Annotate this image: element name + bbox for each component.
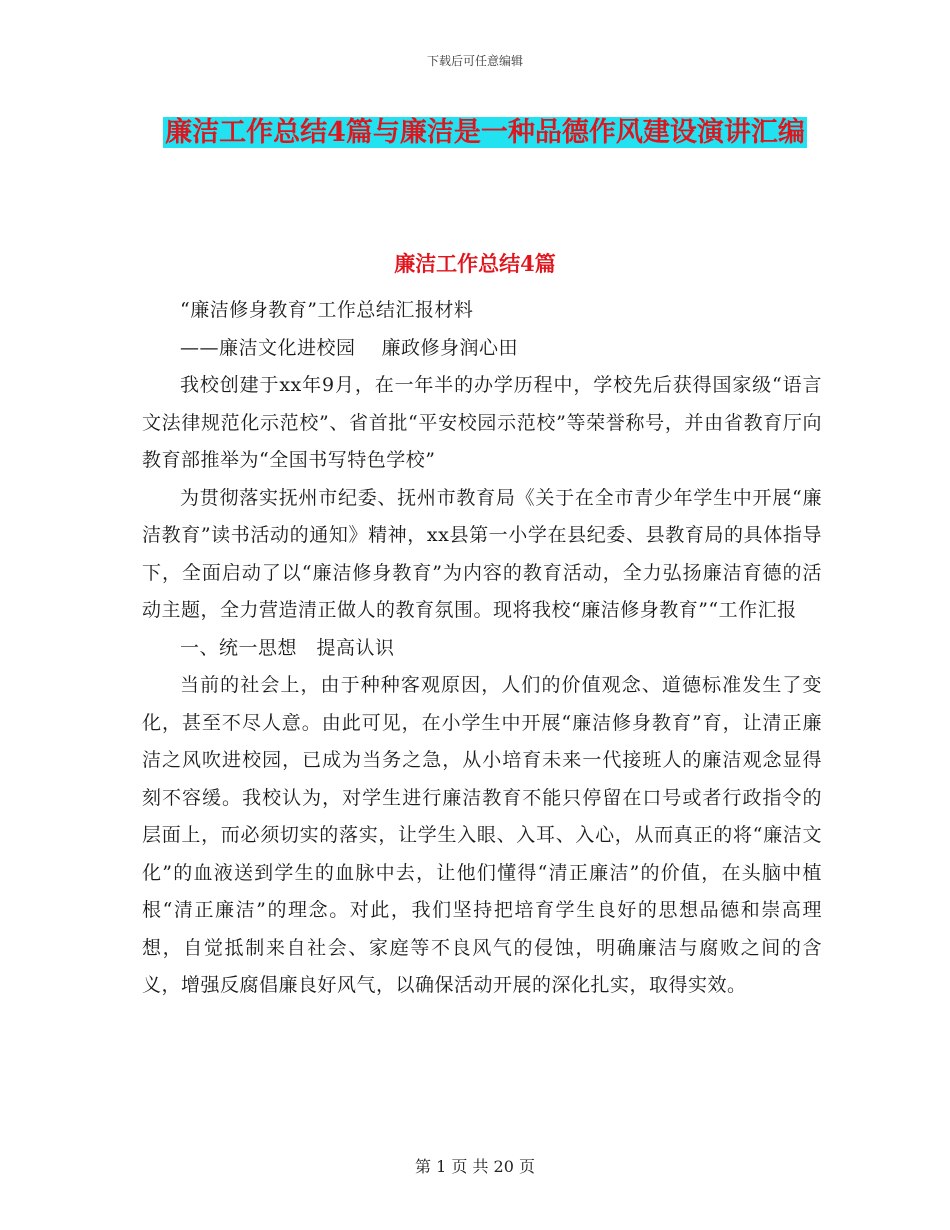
title-text: 廉洁工作总结4篇与廉洁是一种品德作风建设演讲汇编 <box>165 117 805 148</box>
paragraph-heading: “廉洁修身教育”工作总结汇报材料 <box>180 299 474 321</box>
document-body <box>142 292 822 1005</box>
paragraph: 为贯彻落实抚州市纪委、抚州市教育局《关于在全市青少年学生中开展“廉洁教育”读书活动的通知》精神，xx县第一小学在县纪委、县教育局的具体指导下，全面启动了以“廉洁修身教育”为内容的教育活动，全力弘扬廉洁育德的活动主题，全力营造清正做人的教育氛围。现将我校“廉洁修身教育”“工作汇报 <box>142 486 822 621</box>
section-title: 廉洁工作总结4篇 <box>394 251 556 276</box>
paragraph: 我校创建于xx年9月，在一年半的办学历程中，学校先后获得国家级“语言文法律规范化示范校”、省首批“平安校园示范校”等荣誉称号，并由省教育厅向教育部推举为“全国书写特色学校” <box>142 374 822 471</box>
paragraph-subheading: ——廉洁文化进校园 廉政修身润心田 <box>180 336 519 359</box>
page-footer: 第 1 页 共 20 页 <box>415 1157 535 1176</box>
document-title <box>140 112 830 154</box>
header-note: 下载后可任意编辑 <box>426 54 523 68</box>
section-heading: 一、统一思想 提高认识 <box>180 636 395 659</box>
paragraph: 当前的社会上，由于种种客观原因，人们的价值观念、道德标准发生了变化，甚至不尽人意。由此可见，在小学生中开展“廉洁修身教育”育，让清正廉洁之风吹进校园，已成为当务之急，从小培育未来一代接班人的廉洁观念显得刻不容缓。我校认为，对学生进行廉洁教育不能只停留在口号或者行政指令的层面上，而必须切实的落实，让学生入眼、入耳、入心，从而真正的将“廉洁文化”的血液送到学生的血脉中去，让他们懂得“清正廉洁”的价值，在头脑中植根“清正廉洁”的理念。对此，我们坚持把培育学生良好的思想品德和崇高理想，自觉抵制来自社会、家庭等不良风气的侵蚀，明确廉洁与腐败之间的含义，增强反腐倡廉良好风气，以确保活动开展的深化扎实，取得实效。 <box>142 674 822 996</box>
